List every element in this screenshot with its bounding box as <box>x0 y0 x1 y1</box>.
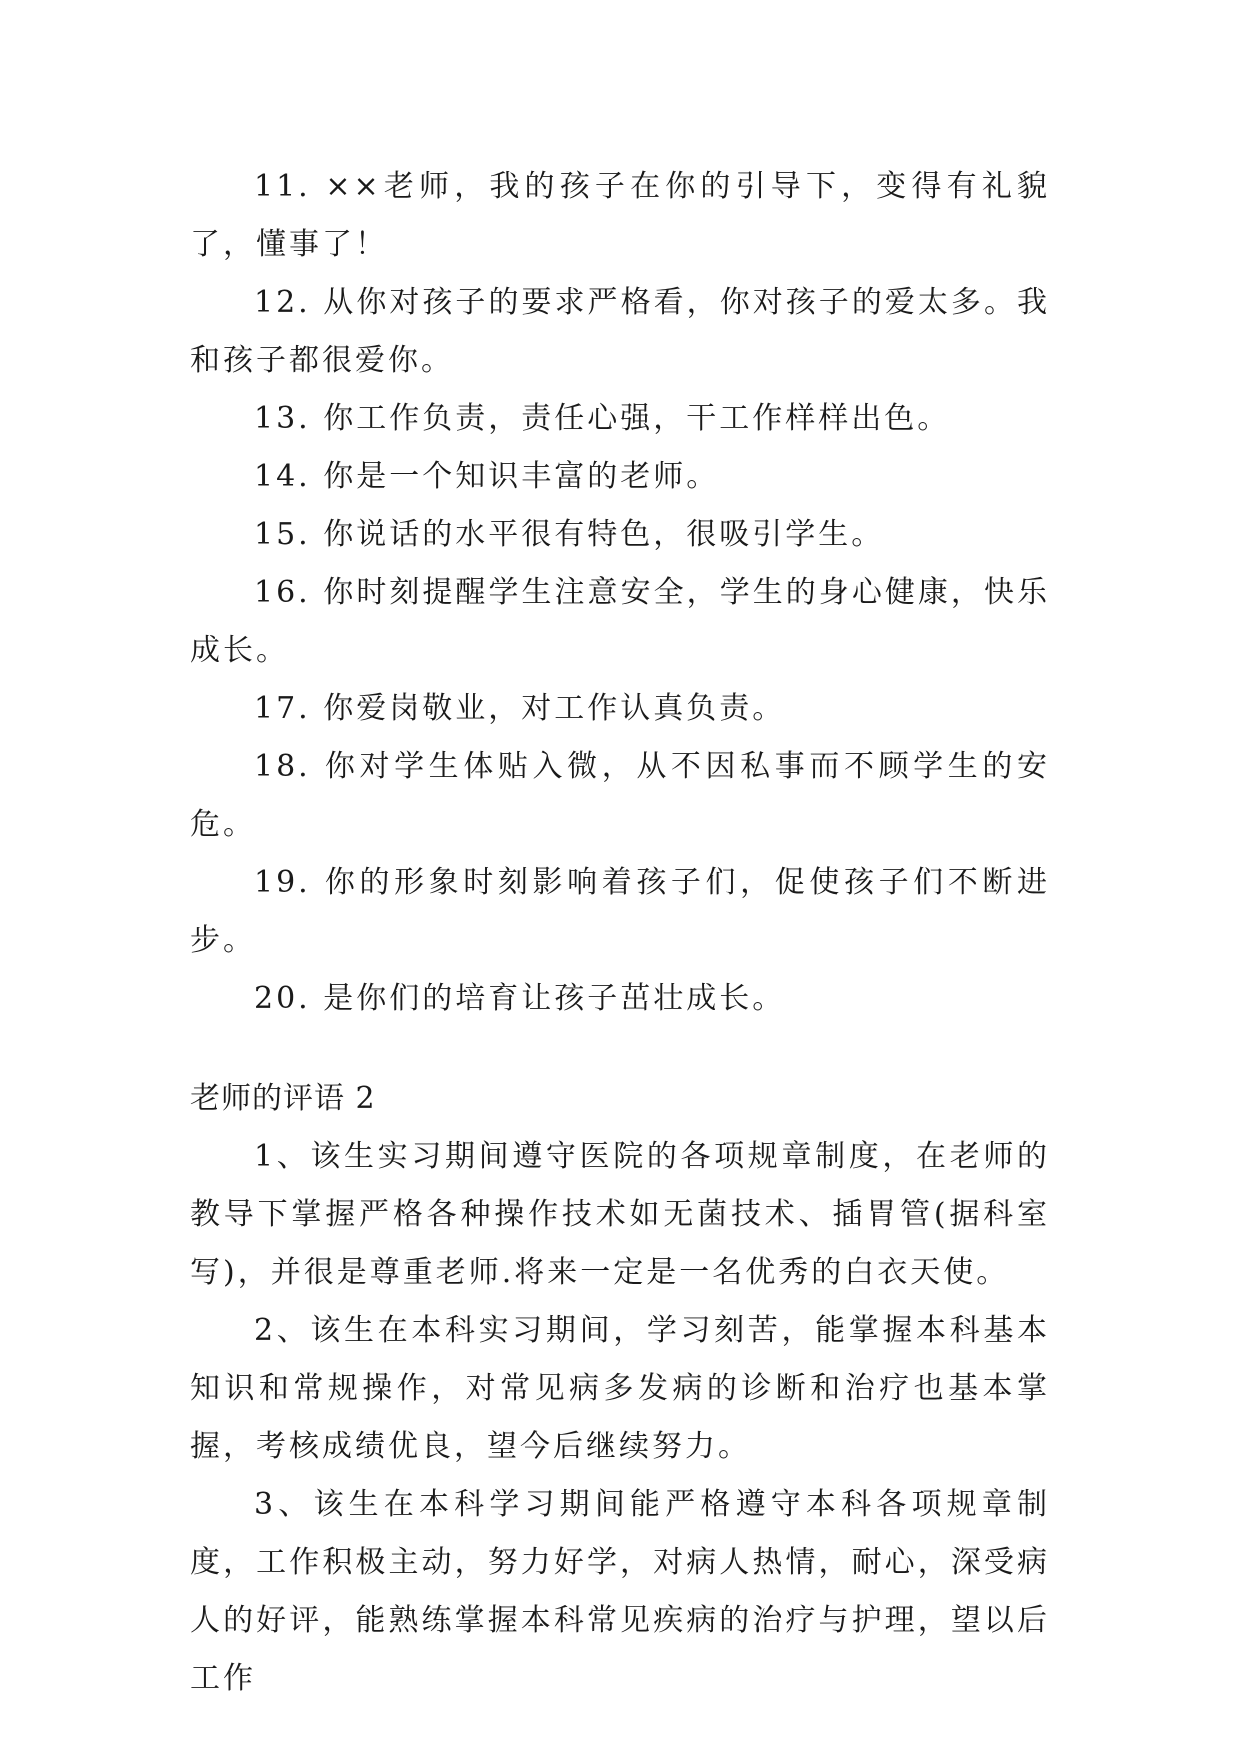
paragraph-14: 14. 你是一个知识丰富的老师。 <box>254 459 720 494</box>
comment-paragraph-1: 1、该生实习期间遵守医院的各项规章制度，在老师的教导下掌握严格各种操作技术如无菌技术、插胃管(据科室写)，并很是尊重老师.将来一定是一名优秀的白衣天使。 <box>190 1139 1050 1290</box>
paragraph-18: 18. 你对学生体贴入微，从不因私事而不顾学生的安危。 <box>190 749 1050 842</box>
document-body <box>190 158 1050 1708</box>
section-heading: 老师的评语 2 <box>190 1081 376 1116</box>
comment-paragraph-2: 2、该生在本科实习期间，学习刻苦，能掌握本科基本知识和常规操作，对常见病多发病的诊断和治疗也基本掌握，考核成绩优良，望今后继续努力。 <box>190 1313 1050 1464</box>
comment-paragraph-3: 3、该生在本科学习期间能严格遵守本科各项规章制度，工作积极主动，努力好学，对病人热情，耐心，深受病人的好评，能熟练掌握本科常见疾病的治疗与护理，望以后工作 <box>190 1487 1050 1696</box>
paragraph-12: 12. 从你对孩子的要求严格看，你对孩子的爱太多。我和孩子都很爱你。 <box>190 285 1050 378</box>
paragraph-20: 20. 是你们的培育让孩子茁壮成长。 <box>254 981 786 1016</box>
paragraph-11: 11. ××老师，我的孩子在你的引导下，变得有礼貌了，懂事了！ <box>190 169 1050 262</box>
paragraph-13: 13. 你工作负责，责任心强，干工作样样出色。 <box>254 401 951 436</box>
paragraph-15: 15. 你说话的水平很有特色，很吸引学生。 <box>254 517 885 552</box>
paragraph-19: 19. 你的形象时刻影响着孩子们，促使孩子们不断进步。 <box>190 865 1050 958</box>
paragraph-16: 16. 你时刻提醒学生注意安全，学生的身心健康，快乐成长。 <box>190 575 1050 668</box>
paragraph-17: 17. 你爱岗敬业，对工作认真负责。 <box>254 691 786 726</box>
